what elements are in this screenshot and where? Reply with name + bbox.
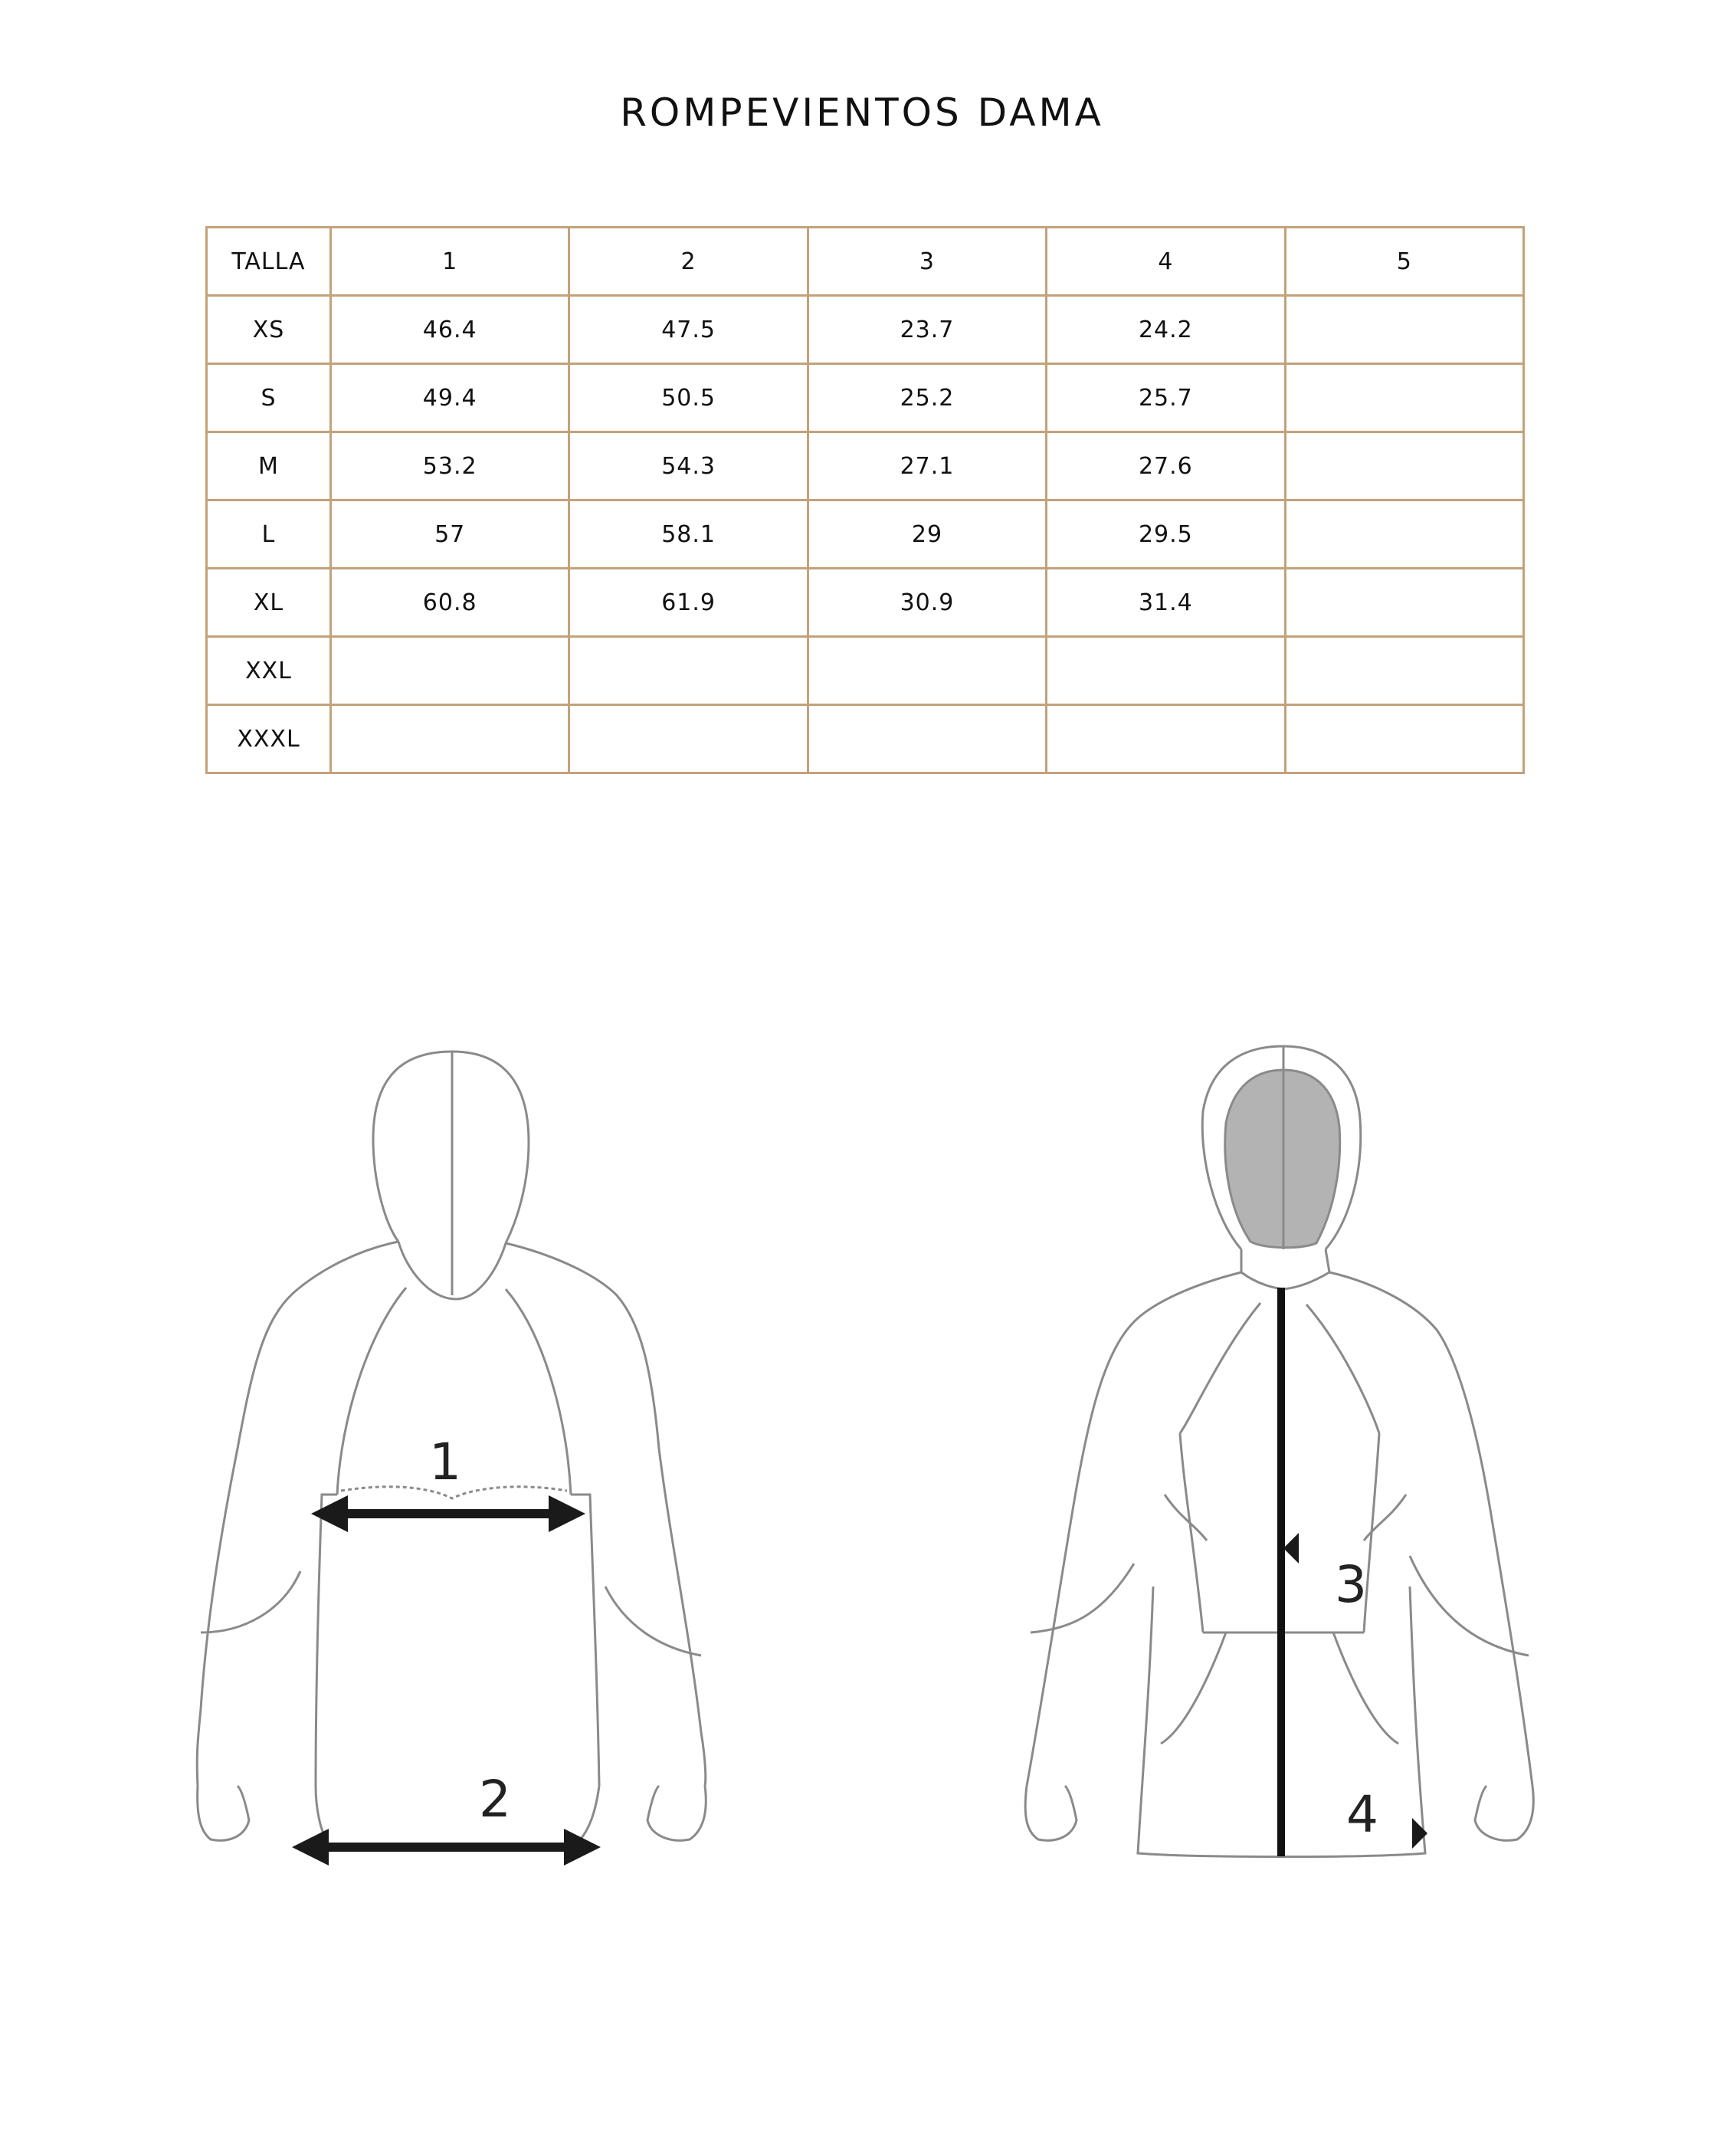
table-row: [207, 500, 1524, 569]
measure-cell: 47.5: [569, 296, 808, 364]
measure-cell: 50.5: [569, 364, 808, 432]
measure-cell: 25.2: [808, 364, 1046, 432]
table-row: [207, 637, 1524, 705]
measure-cell: 27.6: [1047, 432, 1285, 500]
measure-cell: [569, 705, 808, 773]
header-cell: 1: [331, 228, 569, 296]
back-arrows: [310, 1514, 582, 1847]
measure-label-3: 3: [1335, 1555, 1367, 1614]
measurement-diagram: [0, 1019, 1724, 1939]
measure-cell: 24.2: [1047, 296, 1285, 364]
table-row: [207, 432, 1524, 500]
measure-cell: [1285, 637, 1523, 705]
size-cell: XL: [207, 569, 331, 637]
size-cell: XS: [207, 296, 331, 364]
measure-cell: 54.3: [569, 432, 808, 500]
measure-cell: [1285, 296, 1523, 364]
measure-label-1: 1: [429, 1432, 461, 1491]
size-cell: XXL: [207, 637, 331, 705]
measure-label-4: 4: [1346, 1785, 1378, 1844]
measure-cell: 29.5: [1047, 500, 1285, 569]
header-cell: 3: [808, 228, 1046, 296]
measure-cell: [1285, 432, 1523, 500]
measure-cell: [808, 637, 1046, 705]
measure-cell: [1285, 500, 1523, 569]
measure-cell: [569, 637, 808, 705]
jacket-illustrations: [0, 1019, 1724, 1939]
measure-cell: 23.7: [808, 296, 1046, 364]
size-cell: S: [207, 364, 331, 432]
measure-cell: [1285, 364, 1523, 432]
measure-cell: [1285, 569, 1523, 637]
measure-cell: [1047, 705, 1285, 773]
measure-cell: 53.2: [331, 432, 569, 500]
table-row: [207, 296, 1524, 364]
measure-cell: 46.4: [331, 296, 569, 364]
table-header-row: [207, 228, 1524, 296]
measure-label-2: 2: [479, 1770, 511, 1829]
size-cell: XXXL: [207, 705, 331, 773]
measure-cell: 49.4: [331, 364, 569, 432]
size-cell: L: [207, 500, 331, 569]
page-title: ROMPEVIENTOS DAMA: [620, 90, 1104, 135]
measure-cell: 25.7: [1047, 364, 1285, 432]
size-cell: M: [207, 432, 331, 500]
header-cell: 5: [1285, 228, 1523, 296]
measure-cell: [331, 705, 569, 773]
header-cell: TALLA: [207, 228, 331, 296]
measure-cell: 27.1: [808, 432, 1046, 500]
measure-cell: 29: [808, 500, 1046, 569]
measure-arrow-3: [1283, 1533, 1299, 1564]
measure-cell: [331, 637, 569, 705]
measure-cell: 61.9: [569, 569, 808, 637]
measure-cell: [1285, 705, 1523, 773]
size-table: [205, 226, 1525, 774]
measure-cell: 58.1: [569, 500, 808, 569]
measure-cell: [1047, 637, 1285, 705]
measure-cell: 60.8: [331, 569, 569, 637]
measure-cell: 30.9: [808, 569, 1046, 637]
header-cell: 4: [1047, 228, 1285, 296]
measure-cell: 57: [331, 500, 569, 569]
measure-cell: 31.4: [1047, 569, 1285, 637]
measure-cell: [808, 705, 1046, 773]
table-row: [207, 705, 1524, 773]
table-row: [207, 569, 1524, 637]
header-cell: 2: [569, 228, 808, 296]
table-row: [207, 364, 1524, 432]
